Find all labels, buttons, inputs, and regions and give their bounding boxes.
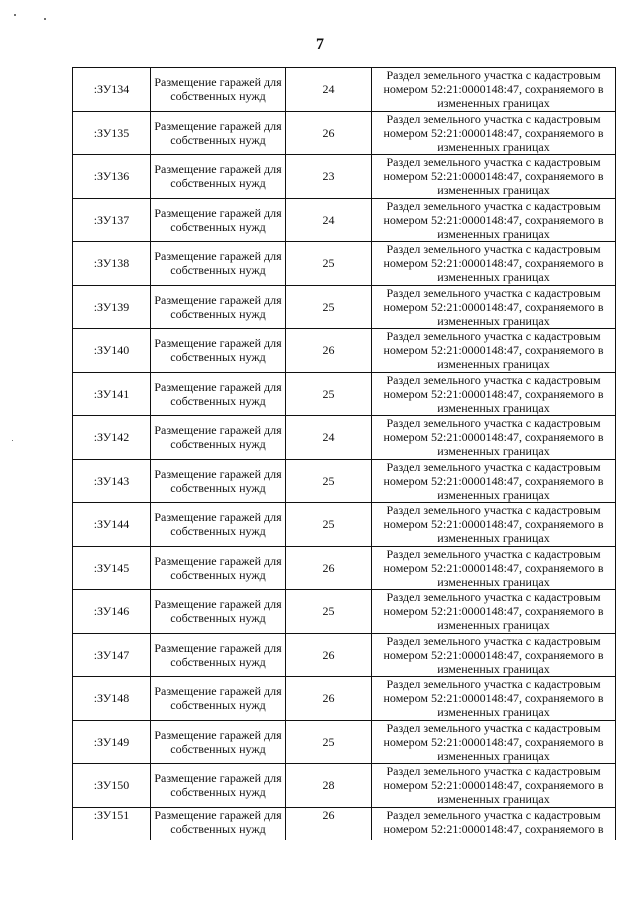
- parcel-id-cell: :ЗУ139: [73, 285, 151, 329]
- table-row: [73, 416, 616, 460]
- permitted-use-cell: Размещение гаражей для собственных нужд: [151, 416, 286, 460]
- permitted-use-cell: Размещение гаражей для собственных нужд: [151, 677, 286, 721]
- area-cell: 24: [286, 68, 372, 112]
- parcel-id-cell: :ЗУ135: [73, 111, 151, 155]
- scan-speck: [44, 18, 46, 20]
- parcels-table: [72, 67, 616, 840]
- formation-method-cell: Раздел земельного участка с кадастровым номером 52:21:0000148:47, сохраняемого в измененных границах: [372, 720, 616, 764]
- area-cell: 25: [286, 503, 372, 547]
- formation-method-cell: Раздел земельного участка с кадастровым номером 52:21:0000148:47, сохраняемого в измененных границах: [372, 372, 616, 416]
- permitted-use-cell: Размещение гаражей для собственных нужд: [151, 764, 286, 808]
- formation-method-cell: Раздел земельного участка с кадастровым номером 52:21:0000148:47, сохраняемого в измененных границах: [372, 677, 616, 721]
- formation-method-cell: Раздел земельного участка с кадастровым номером 52:21:0000148:47, сохраняемого в измененных границах: [372, 590, 616, 634]
- table-row: [73, 503, 616, 547]
- parcel-id-cell: :ЗУ147: [73, 633, 151, 677]
- area-cell: 25: [286, 242, 372, 286]
- area-cell: 26: [286, 633, 372, 677]
- permitted-use-cell: Размещение гаражей для собственных нужд: [151, 503, 286, 547]
- permitted-use-cell: Размещение гаражей для собственных нужд: [151, 155, 286, 199]
- formation-method-cell: Раздел земельного участка с кадастровым номером 52:21:0000148:47, сохраняемого в измененных границах: [372, 198, 616, 242]
- parcel-id-cell: :ЗУ150: [73, 764, 151, 808]
- formation-method-cell: Раздел земельного участка с кадастровым номером 52:21:0000148:47, сохраняемого в измененных границах: [372, 459, 616, 503]
- area-cell: 26: [286, 546, 372, 590]
- permitted-use-cell: Размещение гаражей для собственных нужд: [151, 285, 286, 329]
- scan-speck: [12, 440, 13, 441]
- permitted-use-cell: Размещение гаражей для собственных нужд: [151, 807, 286, 840]
- table-row: [73, 677, 616, 721]
- formation-method-cell: Раздел земельного участка с кадастровым номером 52:21:0000148:47, сохраняемого в измененных границах: [372, 546, 616, 590]
- permitted-use-cell: Размещение гаражей для собственных нужд: [151, 111, 286, 155]
- formation-method-cell: Раздел земельного участка с кадастровым номером 52:21:0000148:47, сохраняемого в измененных границах: [372, 285, 616, 329]
- formation-method-cell: Раздел земельного участка с кадастровым номером 52:21:0000148:47, сохраняемого в: [372, 807, 616, 840]
- area-cell: 24: [286, 416, 372, 460]
- table-row: [73, 111, 616, 155]
- table-row: [73, 720, 616, 764]
- permitted-use-cell: Размещение гаражей для собственных нужд: [151, 198, 286, 242]
- formation-method-cell: Раздел земельного участка с кадастровым номером 52:21:0000148:47, сохраняемого в измененных границах: [372, 242, 616, 286]
- formation-method-cell: Раздел земельного участка с кадастровым номером 52:21:0000148:47, сохраняемого в измененных границах: [372, 155, 616, 199]
- table-row: [73, 285, 616, 329]
- area-cell: 24: [286, 198, 372, 242]
- table-row: [73, 68, 616, 112]
- permitted-use-cell: Размещение гаражей для собственных нужд: [151, 242, 286, 286]
- parcel-id-cell: :ЗУ144: [73, 503, 151, 547]
- formation-method-cell: Раздел земельного участка с кадастровым номером 52:21:0000148:47, сохраняемого в измененных границах: [372, 633, 616, 677]
- parcel-id-cell: :ЗУ146: [73, 590, 151, 634]
- formation-method-cell: Раздел земельного участка с кадастровым номером 52:21:0000148:47, сохраняемого в измененных границах: [372, 416, 616, 460]
- formation-method-cell: Раздел земельного участка с кадастровым номером 52:21:0000148:47, сохраняемого в измененных границах: [372, 764, 616, 808]
- parcel-id-cell: :ЗУ149: [73, 720, 151, 764]
- permitted-use-cell: Размещение гаражей для собственных нужд: [151, 68, 286, 112]
- parcel-id-cell: :ЗУ140: [73, 329, 151, 373]
- permitted-use-cell: Размещение гаражей для собственных нужд: [151, 459, 286, 503]
- area-cell: 25: [286, 372, 372, 416]
- parcel-id-cell: :ЗУ142: [73, 416, 151, 460]
- permitted-use-cell: Размещение гаражей для собственных нужд: [151, 372, 286, 416]
- parcel-id-cell: :ЗУ151: [73, 807, 151, 840]
- table-row: [73, 329, 616, 373]
- permitted-use-cell: Размещение гаражей для собственных нужд: [151, 546, 286, 590]
- parcel-id-cell: :ЗУ148: [73, 677, 151, 721]
- table-row: [73, 590, 616, 634]
- parcel-id-cell: :ЗУ136: [73, 155, 151, 199]
- formation-method-cell: Раздел земельного участка с кадастровым номером 52:21:0000148:47, сохраняемого в измененных границах: [372, 329, 616, 373]
- permitted-use-cell: Размещение гаражей для собственных нужд: [151, 329, 286, 373]
- parcel-id-cell: :ЗУ134: [73, 68, 151, 112]
- table-row: [73, 807, 616, 840]
- area-cell: 25: [286, 590, 372, 634]
- area-cell: 25: [286, 459, 372, 503]
- area-cell: 26: [286, 329, 372, 373]
- table-row: [73, 155, 616, 199]
- table-row: [73, 546, 616, 590]
- permitted-use-cell: Размещение гаражей для собственных нужд: [151, 633, 286, 677]
- formation-method-cell: Раздел земельного участка с кадастровым номером 52:21:0000148:47, сохраняемого в измененных границах: [372, 503, 616, 547]
- table-row: [73, 764, 616, 808]
- area-cell: 23: [286, 155, 372, 199]
- parcels-table-body: [73, 68, 616, 840]
- area-cell: 25: [286, 285, 372, 329]
- scan-speck: [14, 14, 16, 16]
- table-row: [73, 372, 616, 416]
- page-number: 7: [316, 36, 324, 53]
- area-cell: 25: [286, 720, 372, 764]
- area-cell: 28: [286, 764, 372, 808]
- area-cell: 26: [286, 677, 372, 721]
- parcel-id-cell: :ЗУ138: [73, 242, 151, 286]
- permitted-use-cell: Размещение гаражей для собственных нужд: [151, 590, 286, 634]
- parcel-id-cell: :ЗУ137: [73, 198, 151, 242]
- area-cell: 26: [286, 111, 372, 155]
- formation-method-cell: Раздел земельного участка с кадастровым номером 52:21:0000148:47, сохраняемого в измененных границах: [372, 68, 616, 112]
- table-row: [73, 242, 616, 286]
- table-row: [73, 459, 616, 503]
- table-row: [73, 633, 616, 677]
- parcel-id-cell: :ЗУ141: [73, 372, 151, 416]
- area-cell: 26: [286, 807, 372, 840]
- parcel-id-cell: :ЗУ143: [73, 459, 151, 503]
- formation-method-cell: Раздел земельного участка с кадастровым номером 52:21:0000148:47, сохраняемого в измененных границах: [372, 111, 616, 155]
- parcel-id-cell: :ЗУ145: [73, 546, 151, 590]
- permitted-use-cell: Размещение гаражей для собственных нужд: [151, 720, 286, 764]
- table-row: [73, 198, 616, 242]
